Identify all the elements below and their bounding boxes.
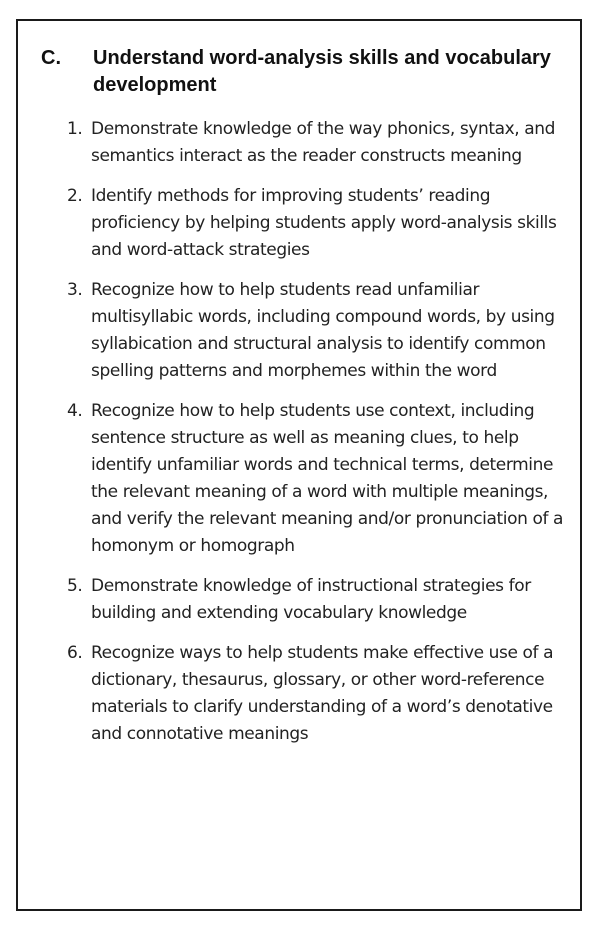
item-number: 1. — [67, 119, 83, 139]
item-text: Identify methods for improving students’ reading proficiency by helping students apply word-analysis skills and word-attack strategies — [91, 186, 557, 260]
item-number: 2. — [67, 186, 83, 206]
list-item — [67, 277, 579, 385]
item-number: 3. — [67, 280, 83, 300]
section-title: Understand word-analysis skills and vocabulary development — [93, 47, 551, 96]
list-item — [67, 116, 579, 170]
item-text: Demonstrate knowledge of instructional strategies for building and extending vocabulary knowledge — [91, 576, 531, 623]
item-text: Recognize ways to help students make effective use of a dictionary, thesaurus, glossary, or other word-reference materials to clarify understanding of a word’s denotative and connotative meanings — [91, 643, 554, 744]
item-text: Demonstrate knowledge of the way phonics, syntax, and semantics interact as the reader constructs meaning — [91, 119, 556, 166]
item-number: 4. — [67, 401, 83, 421]
list-item — [67, 640, 579, 748]
list-item — [67, 183, 579, 264]
item-text: Recognize how to help students use context, including sentence structure as well as meaning clues, to help identify unfamiliar words and technical terms, determine the relevant meaning of a word with multiple meanings, and verify the relevant meaning and/or pronunciation of a homonym or homograph — [91, 401, 564, 556]
list-item — [67, 398, 579, 560]
content-box — [16, 19, 582, 911]
item-number: 6. — [67, 643, 83, 663]
section-heading — [41, 45, 553, 99]
item-text: Recognize how to help students read unfamiliar multisyllabic words, including compound words, by using syllabication and structural analysis to identify common spelling patterns and morphemes within the word — [91, 280, 555, 381]
item-number: 5. — [67, 576, 83, 596]
section-letter: C. — [41, 47, 61, 69]
objective-list — [67, 116, 579, 761]
list-item — [67, 573, 579, 627]
